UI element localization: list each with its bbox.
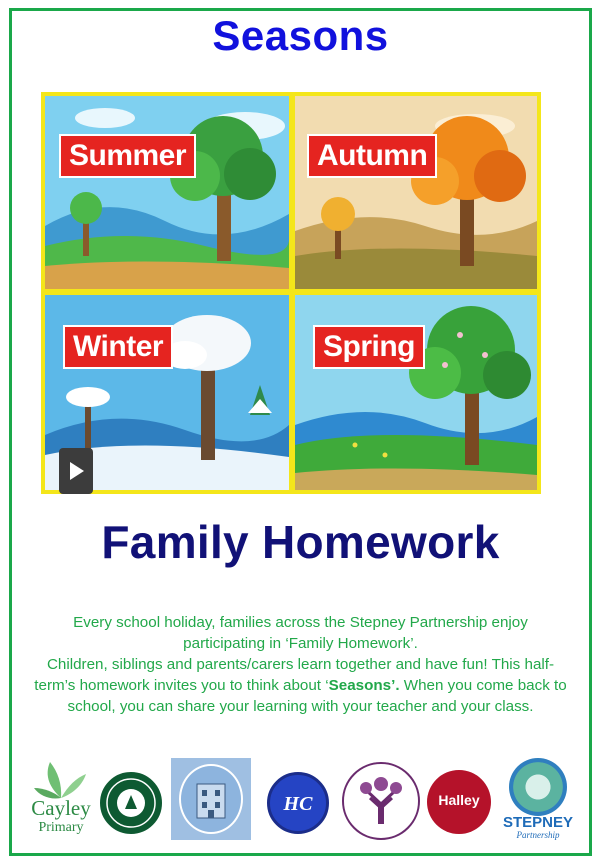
hc-school-logo	[267, 772, 329, 834]
seasons-emphasis: Seasons’.	[328, 677, 400, 694]
stepney-greencoat-logo	[100, 772, 162, 834]
play-video-button[interactable]	[59, 448, 93, 494]
stepney-emblem-icon	[509, 758, 567, 816]
leaf-icon	[30, 758, 92, 800]
autumn-panel	[295, 96, 537, 289]
spring-label: Spring	[313, 325, 425, 369]
greencoat-crest-icon	[103, 775, 159, 831]
autumn-label: Autumn	[307, 134, 437, 178]
cayley-sub: Primary	[38, 820, 84, 835]
summer-scene-illustration	[45, 96, 289, 289]
summer-label: Summer	[59, 134, 196, 178]
description-text	[34, 612, 567, 717]
halley-logo	[427, 770, 491, 834]
school-building-icon	[181, 766, 241, 832]
summer-panel	[45, 96, 289, 289]
school-logos-row	[30, 758, 575, 840]
stepney-sub: Partnership	[516, 830, 560, 840]
stepney-name: STEPNEY	[502, 814, 574, 831]
autumn-scene-illustration	[295, 96, 537, 289]
tree-icon	[344, 764, 418, 838]
hc-monogram: HC	[283, 793, 313, 815]
stepney-partnership-logo	[502, 758, 574, 840]
cayley-name: Cayley	[31, 796, 91, 820]
description-line-2-start: Children, siblings and parents/carers learn together and have fun! This half-term’s homework invites you to think about ‘	[34, 656, 555, 694]
family-homework-heading: Family Homework	[101, 516, 500, 568]
marion-richardson-logo	[171, 758, 251, 840]
description-line-1: Every school holiday, families across the Stepney Partnership enjoy participating in ‘Family Homework’.	[73, 614, 528, 652]
stepney-park-primary-logo	[342, 762, 420, 840]
page-title: Seasons	[212, 12, 389, 59]
halley-name: Halley	[438, 792, 480, 808]
seasons-poster[interactable]	[41, 92, 541, 494]
description-line-2-end: When you come back to school, you can share your learning with your teacher and your class.	[67, 677, 567, 715]
cayley-primary-logo	[30, 758, 92, 840]
winter-label: Winter	[63, 325, 173, 369]
spring-panel	[295, 295, 537, 490]
